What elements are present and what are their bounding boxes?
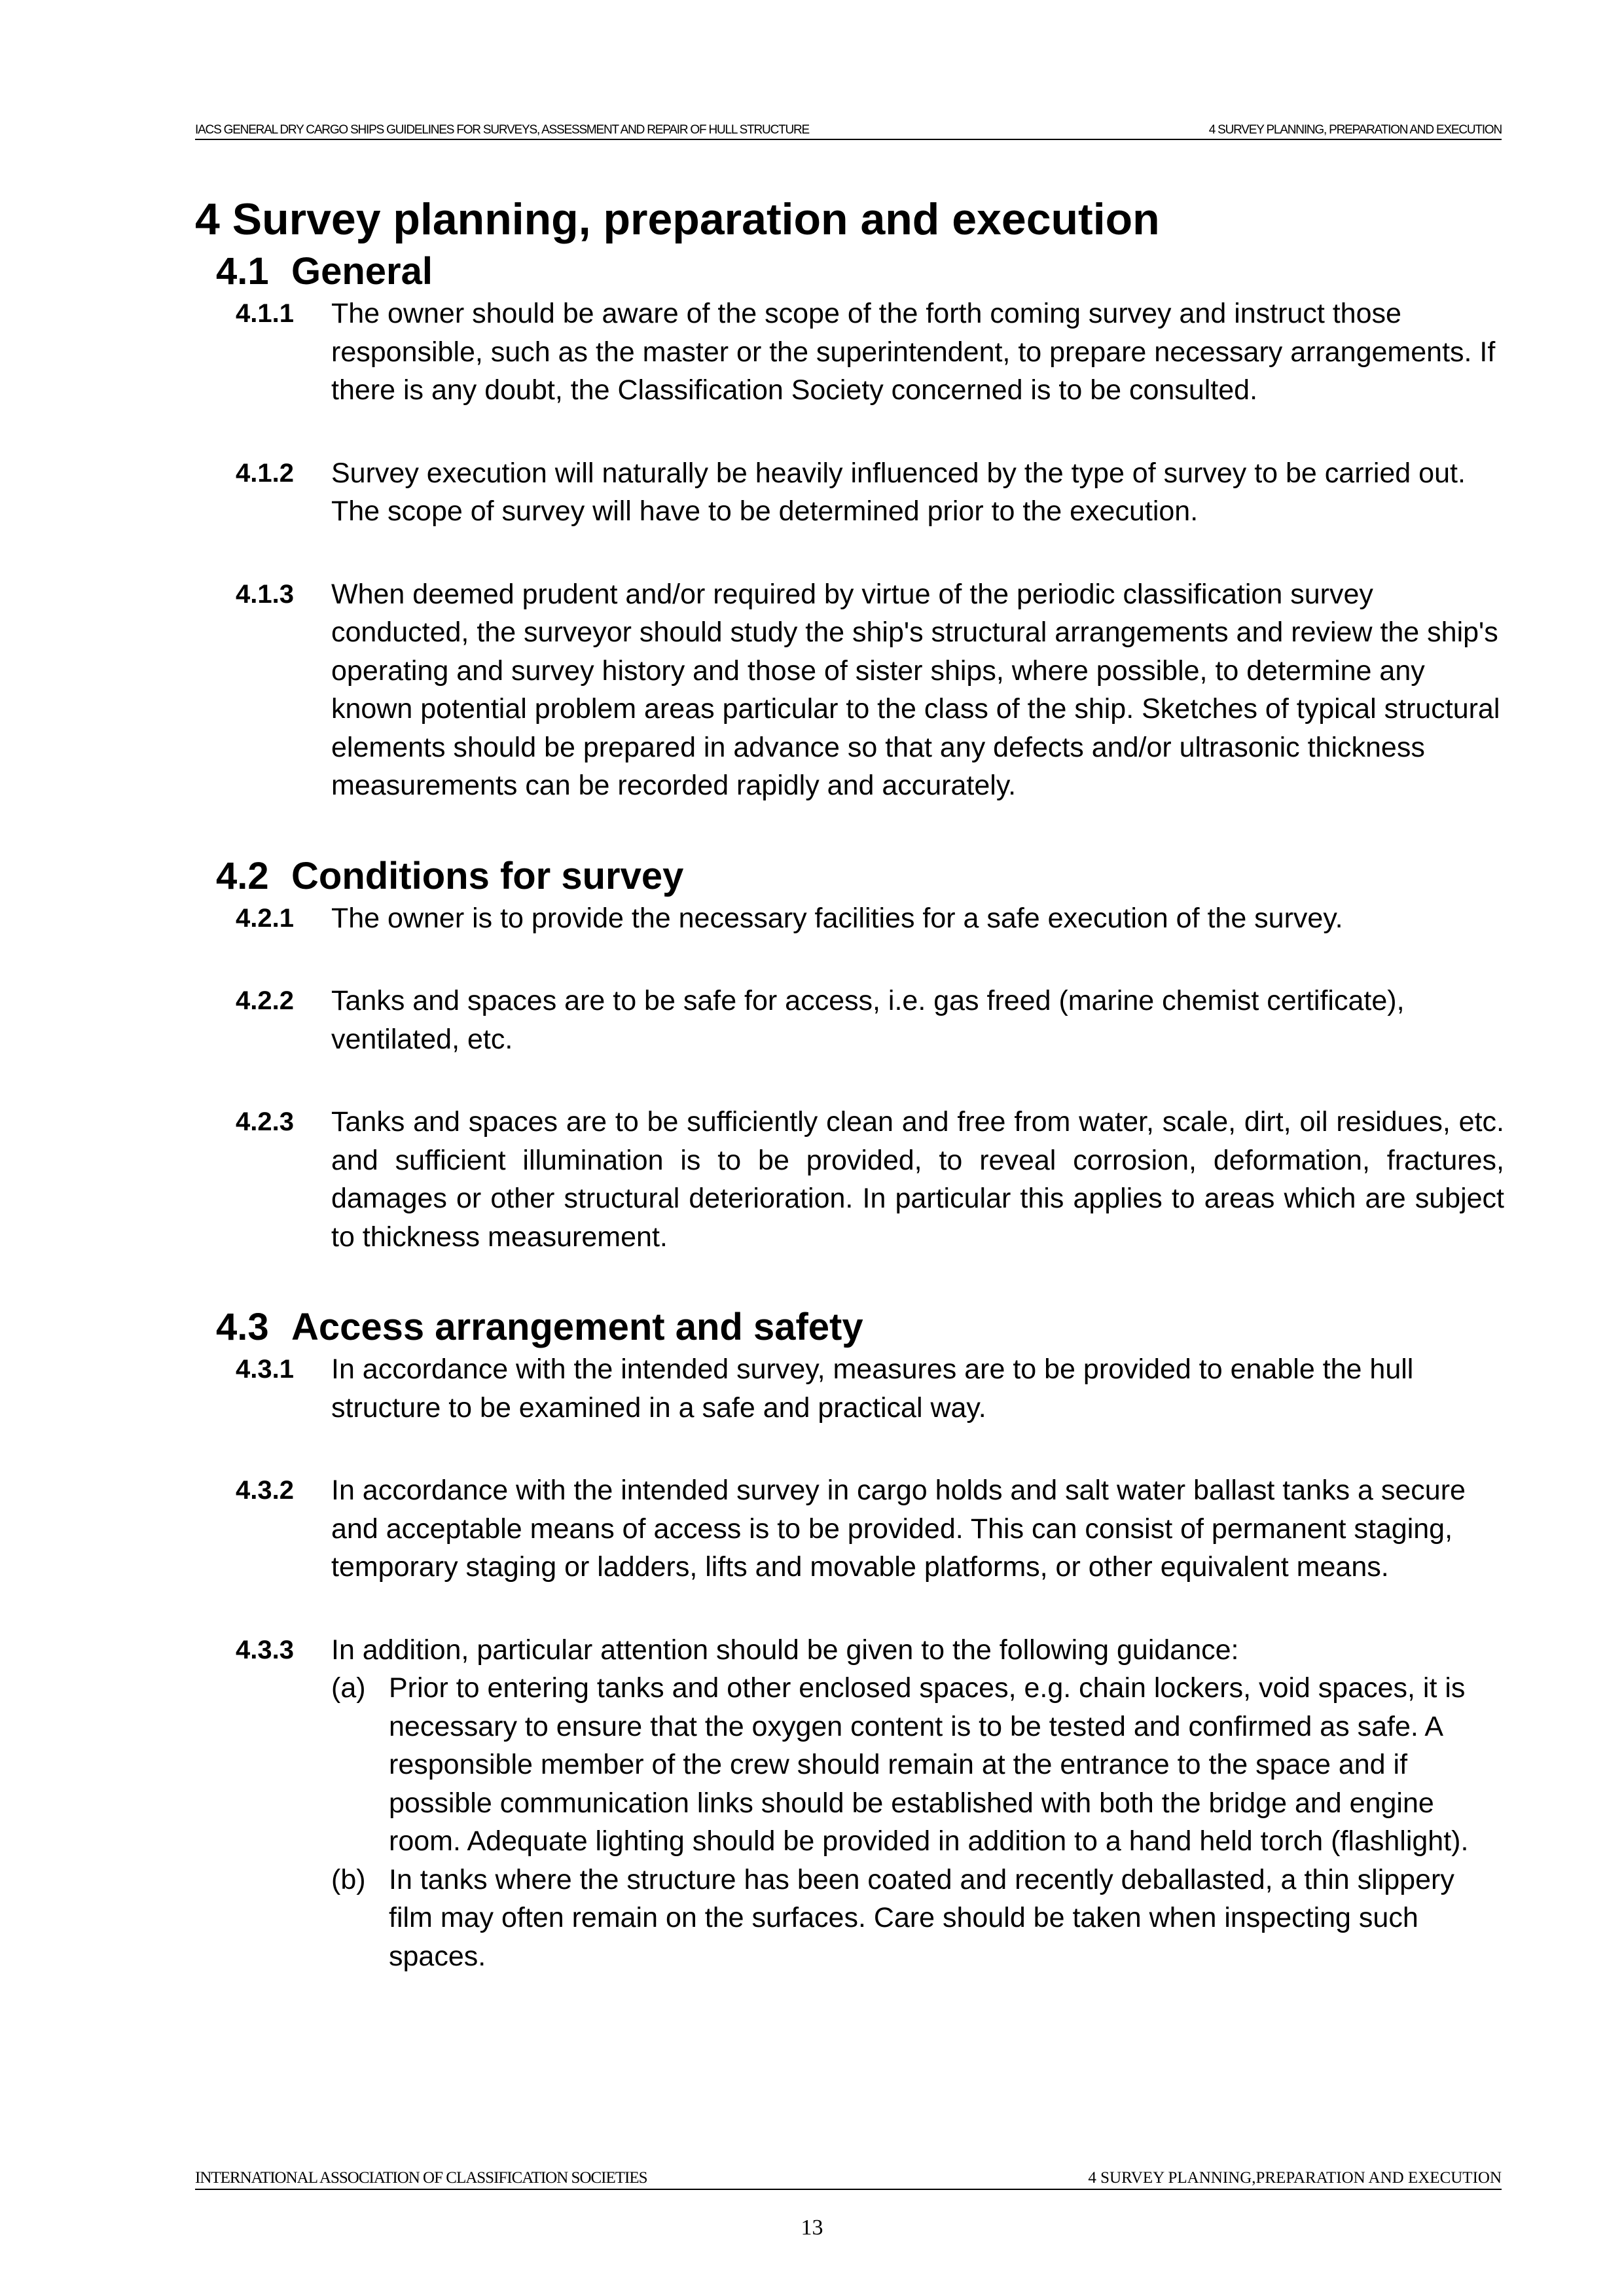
- paragraph-text: Survey execution will naturally be heavily influenced by the type of survey to be carried out. The scope of survey will have to be determined prior to the execution.: [331, 457, 1466, 527]
- section-number: 4.2: [216, 854, 269, 897]
- paragraph-text: When deemed prudent and/or required by virtue of the periodic classification survey conducted, the surveyor should study the ship's structural arrangements and review the ship's operating and survey history and those of sister ships, where possible, to determine any known potential problem areas particular to the class of the ship. Sketches of typical structural elements should be prepared in advance so that any defects and/or ultrasonic thickness measurements can be recorded rapidly and accurately.: [331, 578, 1500, 801]
- list-item-text: Prior to entering tanks and other enclosed spaces, e.g. chain lockers, void spaces, it is necessary to ensure that the oxygen content is to be tested and confirmed as safe. A responsible member of the crew should remain at the entrance to the space and if possible communication links should be established with both the bridge and engine room. Adequate lighting should be provided in addition to a hand held torch (flashlight).: [389, 1672, 1469, 1857]
- section-heading-4-3: [216, 1304, 1504, 1350]
- section-title: Conditions for survey: [291, 854, 684, 897]
- page-header: [195, 123, 1502, 140]
- paragraph-text: In addition, particular attention should be given to the following guidance:: [331, 1634, 1239, 1666]
- paragraph-4-2-3: [195, 1103, 1504, 1256]
- header-left: IACS GENERAL DRY CARGO SHIPS GUIDELINES FOR SURVEYS, ASSESSMENT AND REPAIR OF HULL STRUCTURE: [195, 123, 810, 137]
- section-title: Access arrangement and safety: [291, 1306, 863, 1348]
- paragraph-number: 4.1.1: [236, 299, 294, 328]
- section-number: 4.3: [216, 1306, 269, 1348]
- section-heading-4-1: [216, 249, 1504, 295]
- section-title: General: [291, 250, 433, 293]
- paragraph-text: In accordance with the intended survey, measures are to be provided to enable the hull structure to be examined in a safe and practical way.: [331, 1354, 1414, 1424]
- paragraph-number: 4.2.1: [236, 903, 294, 933]
- paragraph-number: 4.1.3: [236, 579, 294, 609]
- paragraph-4-3-3: [195, 1631, 1504, 1670]
- list-item-label: (a): [331, 1672, 366, 1704]
- paragraph-text: In accordance with the intended survey in cargo holds and salt water ballast tanks a secure and acceptable means of access is to be provided. This can consist of permanent staging, temporary staging or ladders, lifts and movable platforms, or other equivalent means.: [331, 1475, 1466, 1583]
- section-number: 4.1: [216, 250, 269, 293]
- paragraph-text: The owner should be aware of the scope of the forth coming survey and instruct those responsible, such as the master or the superintendent, to prepare necessary arrangements. If there is any doubt, the Classification Society concerned is to be consulted.: [331, 298, 1496, 406]
- paragraph-text: Tanks and spaces are to be sufficiently clean and free from water, scale, dirt, oil residues, etc. and sufficient illumination is to be provided, to reveal corrosion, deformation, fractures, damages or other structural deterioration. In particular this applies to areas which are subject to thickness measurement.: [331, 1106, 1504, 1253]
- page-number: 13: [801, 2215, 823, 2240]
- section-heading-4-2: [216, 853, 1504, 899]
- paragraph-number: 4.2.2: [236, 986, 294, 1015]
- list-item-text: In tanks where the structure has been coated and recently deballasted, a thin slippery film may often remain on the surfaces. Care should be taken when inspecting such spaces.: [389, 1863, 1454, 1972]
- page-footer: [195, 2169, 1502, 2190]
- list-item-label: (b): [331, 1863, 366, 1895]
- paragraph-number: 4.2.3: [236, 1107, 294, 1136]
- footer-right: 4 SURVEY PLANNING,PREPARATION AND EXECUTION: [1088, 2169, 1502, 2187]
- paragraph-4-3-1: [195, 1350, 1504, 1427]
- paragraph-number: 4.3.3: [236, 1635, 294, 1664]
- paragraph-4-1-2: [195, 454, 1504, 531]
- paragraph-4-2-1: [195, 899, 1504, 938]
- list-item-b: [331, 1861, 1504, 1976]
- paragraph-text: Tanks and spaces are to be safe for access, i.e. gas freed (marine chemist certificate), ventilated, etc.: [331, 985, 1405, 1055]
- paragraph-4-1-1: [195, 295, 1504, 410]
- list-item-a: [331, 1669, 1504, 1861]
- paragraph-4-3-2: [195, 1471, 1504, 1587]
- footer-left: INTERNATIONAL ASSOCIATION OF CLASSIFICATION SOCIETIES: [195, 2169, 647, 2187]
- document-body: [195, 190, 1504, 1975]
- chapter-title: 4 Survey planning, preparation and execution: [195, 194, 1160, 244]
- header-right: 4 SURVEY PLANNING, PREPARATION AND EXECUTION: [1208, 123, 1502, 137]
- paragraph-text: The owner is to provide the necessary facilities for a safe execution of the survey.: [331, 902, 1343, 934]
- paragraph-number: 4.3.1: [236, 1355, 294, 1384]
- paragraph-number: 4.1.2: [236, 458, 294, 488]
- paragraph-4-1-3: [195, 575, 1504, 805]
- paragraph-4-2-2: [195, 982, 1504, 1058]
- paragraph-number: 4.3.2: [236, 1476, 294, 1505]
